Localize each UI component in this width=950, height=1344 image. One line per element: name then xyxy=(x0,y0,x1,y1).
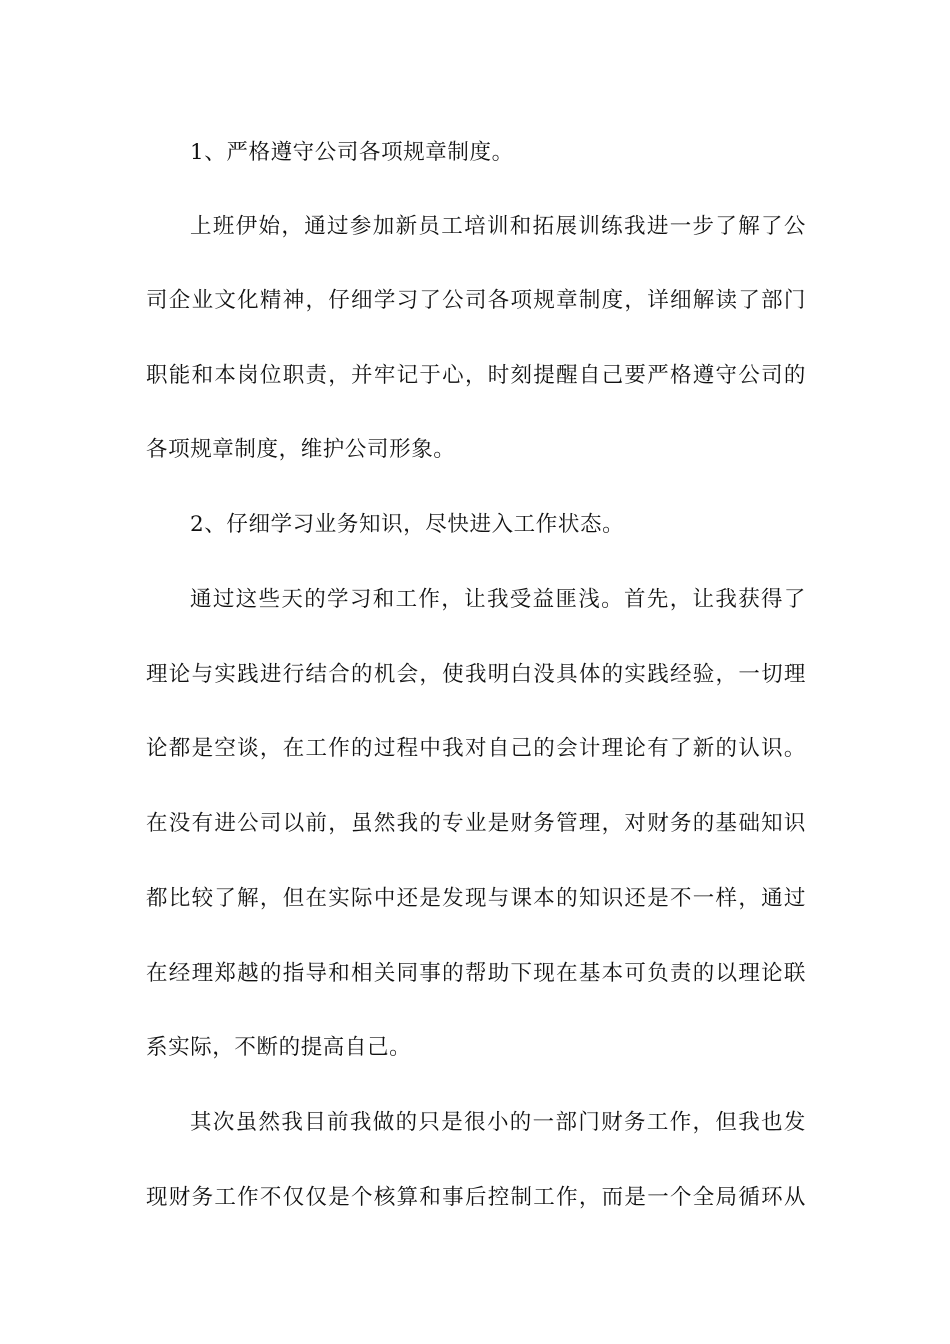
heading-1: 1、严格遵守公司各项规章制度。 xyxy=(190,140,514,165)
paragraph-line: 上班伊始，通过参加新员工培训和拓展训练我进一步了解了公 xyxy=(190,214,806,239)
paragraph-line: 都比较了解，但在实际中还是发现与课本的知识还是不一样，通过 xyxy=(146,886,806,911)
heading-2: 2、仔细学习业务知识，尽快进入工作状态。 xyxy=(190,512,625,537)
paragraph-line: 各项规章制度，维护公司形象。 xyxy=(146,437,456,462)
paragraph-line: 在没有进公司以前，虽然我的专业是财务管理，对财务的基础知识 xyxy=(146,811,806,836)
paragraph-line: 在经理郑越的指导和相关同事的帮助下现在基本可负责的以理论联 xyxy=(146,961,806,986)
paragraph-line: 现财务工作不仅仅是个核算和事后控制工作，而是一个全局循环从 xyxy=(146,1185,806,1210)
paragraph-line: 论都是空谈，在工作的过程中我对自己的会计理论有了新的认识。 xyxy=(146,736,806,761)
paragraph-line: 司企业文化精神，仔细学习了公司各项规章制度，详细解读了部门 xyxy=(146,288,806,313)
paragraph-line: 通过这些天的学习和工作，让我受益匪浅。首先，让我获得了 xyxy=(190,587,806,612)
paragraph-line: 系实际，不断的提高自己。 xyxy=(146,1035,412,1060)
paragraph-line: 职能和本岗位职责，并牢记于心，时刻提醒自己要严格遵守公司的 xyxy=(146,363,806,388)
paragraph-line: 理论与实践进行结合的机会，使我明白没具体的实践经验，一切理 xyxy=(146,662,806,687)
paragraph-line: 其次虽然我目前我做的只是很小的一部门财务工作，但我也发 xyxy=(190,1110,806,1135)
